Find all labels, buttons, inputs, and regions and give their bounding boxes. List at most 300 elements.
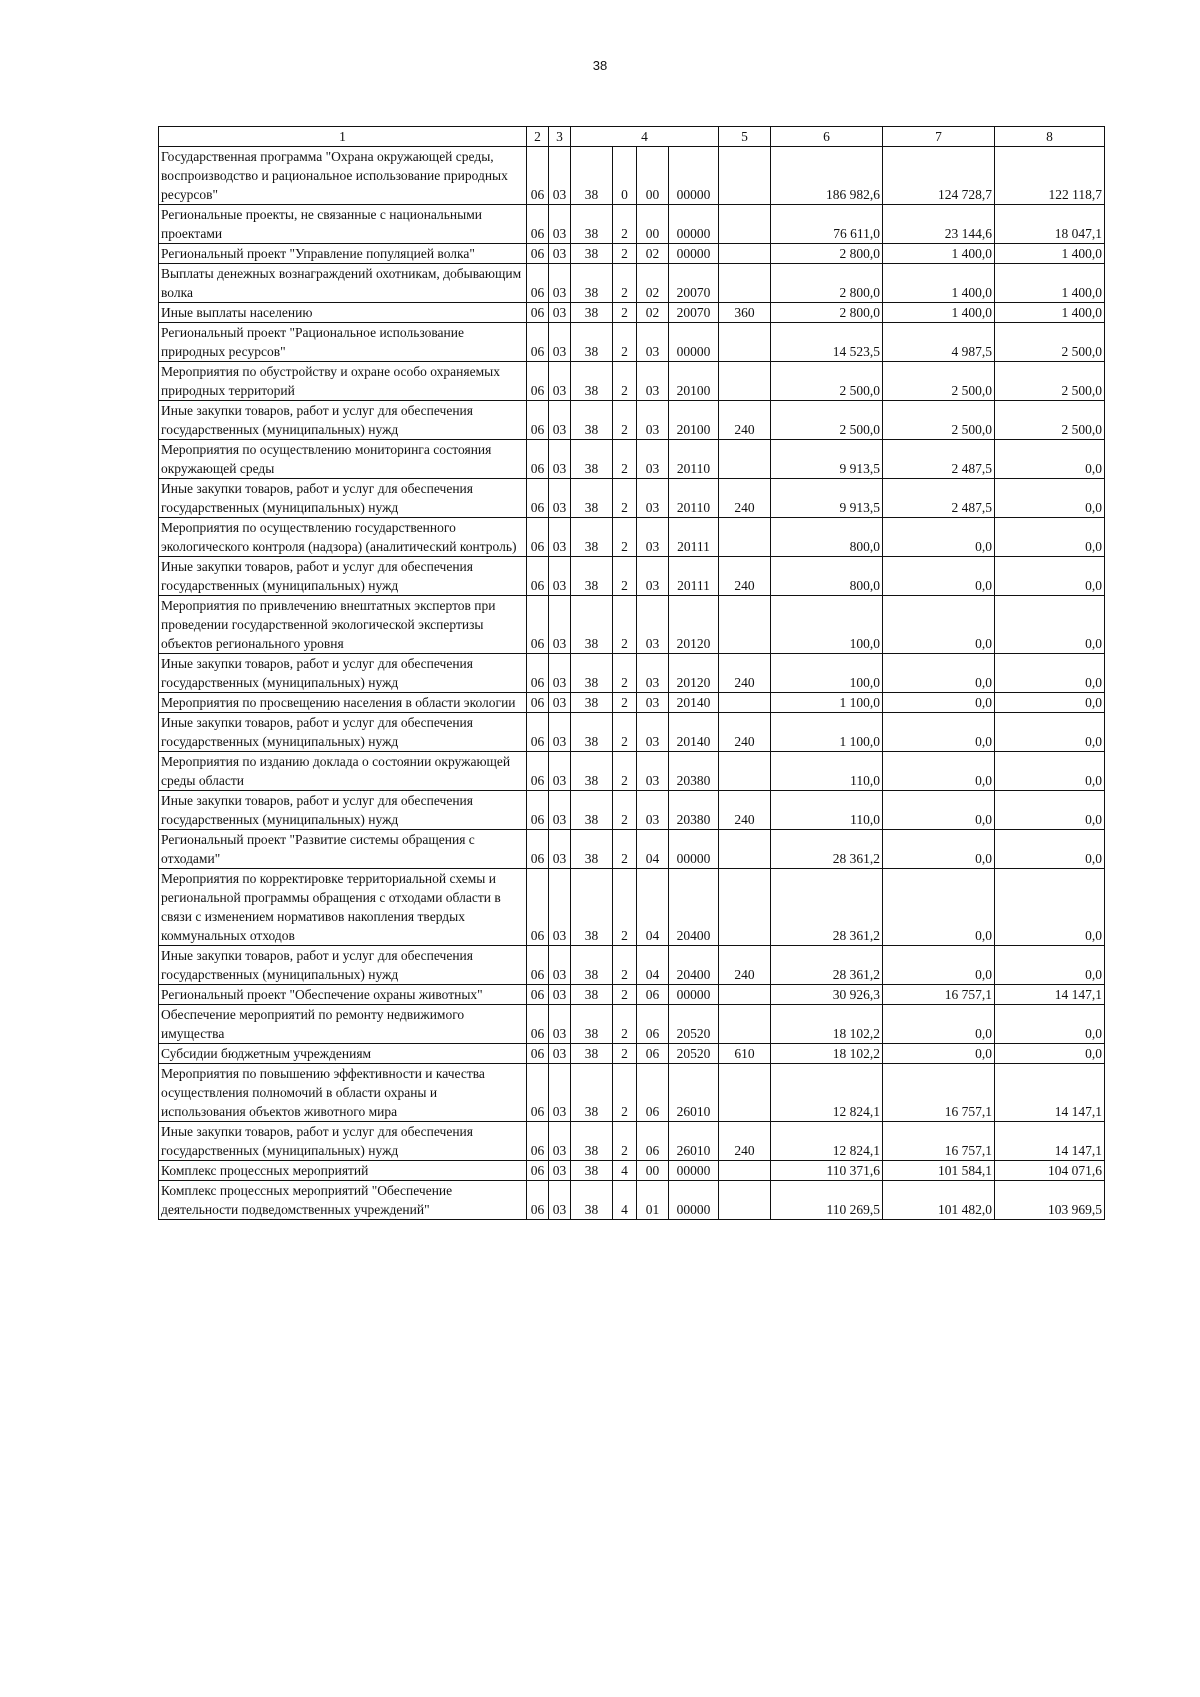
target-code-program: 38 [571, 1005, 613, 1044]
subsection-code: 03 [549, 1005, 571, 1044]
row-name: Мероприятия по изданию доклада о состоянии окружающей среды области [159, 752, 527, 791]
target-code-type: 2 [613, 693, 637, 713]
section-code: 06 [527, 323, 549, 362]
subsection-code: 03 [549, 264, 571, 303]
target-code-program: 38 [571, 596, 613, 654]
table-row [159, 303, 1105, 323]
table-row [159, 518, 1105, 557]
amount-year-1: 110 269,5 [771, 1181, 883, 1220]
amount-year-3: 0,0 [995, 693, 1105, 713]
target-code-direction: 20400 [669, 869, 719, 946]
target-code-direction: 20120 [669, 596, 719, 654]
amount-year-3: 18 047,1 [995, 205, 1105, 244]
target-code-type: 2 [613, 401, 637, 440]
target-code-direction: 00000 [669, 985, 719, 1005]
target-code-program: 38 [571, 479, 613, 518]
table-row [159, 985, 1105, 1005]
amount-year-2: 16 757,1 [883, 1122, 995, 1161]
table-row [159, 1005, 1105, 1044]
amount-year-1: 110,0 [771, 752, 883, 791]
target-code-subprogram: 02 [637, 264, 669, 303]
expense-type-code: 240 [719, 946, 771, 985]
target-code-type: 2 [613, 518, 637, 557]
target-code-subprogram: 03 [637, 713, 669, 752]
row-name: Мероприятия по обустройству и охране особо охраняемых природных территорий [159, 362, 527, 401]
expense-type-code: 610 [719, 1044, 771, 1064]
header-cell: 2 [527, 127, 549, 147]
subsection-code: 03 [549, 1181, 571, 1220]
target-code-type: 2 [613, 713, 637, 752]
section-code: 06 [527, 713, 549, 752]
amount-year-3: 0,0 [995, 1005, 1105, 1044]
amount-year-2: 0,0 [883, 1044, 995, 1064]
table-body [159, 147, 1105, 1220]
subsection-code: 03 [549, 303, 571, 323]
section-code: 06 [527, 693, 549, 713]
amount-year-2: 0,0 [883, 830, 995, 869]
target-code-program: 38 [571, 557, 613, 596]
amount-year-3: 2 500,0 [995, 401, 1105, 440]
subsection-code: 03 [549, 1064, 571, 1122]
target-code-subprogram: 02 [637, 244, 669, 264]
target-code-program: 38 [571, 713, 613, 752]
amount-year-2: 124 728,7 [883, 147, 995, 205]
row-name: Иные закупки товаров, работ и услуг для обеспечения государственных (муниципальных) нужд [159, 401, 527, 440]
amount-year-2: 2 487,5 [883, 479, 995, 518]
amount-year-3: 0,0 [995, 946, 1105, 985]
amount-year-2: 2 500,0 [883, 401, 995, 440]
amount-year-3: 1 400,0 [995, 303, 1105, 323]
target-code-type: 4 [613, 1181, 637, 1220]
amount-year-3: 0,0 [995, 752, 1105, 791]
amount-year-1: 100,0 [771, 596, 883, 654]
target-code-type: 2 [613, 557, 637, 596]
amount-year-1: 14 523,5 [771, 323, 883, 362]
target-code-program: 38 [571, 518, 613, 557]
expense-type-code [719, 323, 771, 362]
target-code-type: 2 [613, 303, 637, 323]
table-row [159, 205, 1105, 244]
subsection-code: 03 [549, 654, 571, 693]
amount-year-2: 2 487,5 [883, 440, 995, 479]
amount-year-1: 2 500,0 [771, 401, 883, 440]
target-code-program: 38 [571, 323, 613, 362]
amount-year-1: 18 102,2 [771, 1005, 883, 1044]
target-code-direction: 20110 [669, 440, 719, 479]
amount-year-1: 2 800,0 [771, 303, 883, 323]
subsection-code: 03 [549, 557, 571, 596]
row-name: Иные закупки товаров, работ и услуг для обеспечения государственных (муниципальных) нужд [159, 791, 527, 830]
row-name: Мероприятия по корректировке территориальной схемы и региональной программы обращения с отходами области в связи с изменением нормативов накопления твердых коммунальных отходов [159, 869, 527, 946]
subsection-code: 03 [549, 1122, 571, 1161]
amount-year-3: 0,0 [995, 1044, 1105, 1064]
table-row [159, 362, 1105, 401]
target-code-type: 2 [613, 1005, 637, 1044]
target-code-type: 2 [613, 323, 637, 362]
target-code-direction: 00000 [669, 323, 719, 362]
row-name: Мероприятия по осуществлению государственного экологического контроля (надзора) (аналитический контроль) [159, 518, 527, 557]
amount-year-3: 104 071,6 [995, 1161, 1105, 1181]
target-code-subprogram: 03 [637, 401, 669, 440]
target-code-program: 38 [571, 654, 613, 693]
amount-year-1: 110 371,6 [771, 1161, 883, 1181]
row-name: Иные выплаты населению [159, 303, 527, 323]
table-row [159, 752, 1105, 791]
amount-year-2: 0,0 [883, 869, 995, 946]
target-code-program: 38 [571, 147, 613, 205]
row-name: Мероприятия по привлечению внештатных экспертов при проведении государственной экологической экспертизы объектов регионального уровня [159, 596, 527, 654]
section-code: 06 [527, 830, 549, 869]
amount-year-3: 0,0 [995, 596, 1105, 654]
section-code: 06 [527, 479, 549, 518]
amount-year-3: 0,0 [995, 713, 1105, 752]
amount-year-3: 2 500,0 [995, 362, 1105, 401]
target-code-program: 38 [571, 752, 613, 791]
amount-year-2: 1 400,0 [883, 264, 995, 303]
expense-type-code: 240 [719, 1122, 771, 1161]
section-code: 06 [527, 654, 549, 693]
amount-year-3: 0,0 [995, 557, 1105, 596]
target-code-subprogram: 03 [637, 791, 669, 830]
target-code-direction: 20100 [669, 401, 719, 440]
target-code-program: 38 [571, 1044, 613, 1064]
section-code: 06 [527, 1161, 549, 1181]
expense-type-code [719, 830, 771, 869]
expense-type-code [719, 147, 771, 205]
table-row [159, 1122, 1105, 1161]
table-row [159, 654, 1105, 693]
amount-year-2: 23 144,6 [883, 205, 995, 244]
target-code-subprogram: 04 [637, 946, 669, 985]
table-row [159, 1181, 1105, 1220]
amount-year-2: 0,0 [883, 654, 995, 693]
amount-year-2: 2 500,0 [883, 362, 995, 401]
target-code-subprogram: 03 [637, 440, 669, 479]
amount-year-2: 1 400,0 [883, 303, 995, 323]
target-code-direction: 20520 [669, 1044, 719, 1064]
table-row [159, 244, 1105, 264]
header-cell: 1 [159, 127, 527, 147]
row-name: Региональный проект "Управление популяцией волка" [159, 244, 527, 264]
amount-year-3: 122 118,7 [995, 147, 1105, 205]
amount-year-1: 100,0 [771, 654, 883, 693]
target-code-subprogram: 00 [637, 205, 669, 244]
amount-year-3: 0,0 [995, 830, 1105, 869]
subsection-code: 03 [549, 323, 571, 362]
amount-year-2: 0,0 [883, 1005, 995, 1044]
amount-year-1: 1 100,0 [771, 713, 883, 752]
target-code-direction: 00000 [669, 205, 719, 244]
amount-year-3: 0,0 [995, 791, 1105, 830]
expense-type-code: 240 [719, 479, 771, 518]
expense-type-code: 240 [719, 654, 771, 693]
expense-type-code [719, 264, 771, 303]
target-code-program: 38 [571, 1181, 613, 1220]
amount-year-1: 28 361,2 [771, 830, 883, 869]
target-code-subprogram: 03 [637, 479, 669, 518]
page-number: 38 [592, 58, 608, 73]
section-code: 06 [527, 946, 549, 985]
amount-year-1: 800,0 [771, 518, 883, 557]
section-code: 06 [527, 147, 549, 205]
expense-type-code [719, 440, 771, 479]
target-code-type: 2 [613, 830, 637, 869]
target-code-type: 2 [613, 985, 637, 1005]
subsection-code: 03 [549, 752, 571, 791]
target-code-type: 2 [613, 654, 637, 693]
section-code: 06 [527, 244, 549, 264]
target-code-type: 2 [613, 1122, 637, 1161]
section-code: 06 [527, 869, 549, 946]
expense-type-code [719, 1181, 771, 1220]
expense-type-code: 240 [719, 713, 771, 752]
expense-type-code: 240 [719, 791, 771, 830]
expense-type-code [719, 205, 771, 244]
amount-year-1: 9 913,5 [771, 440, 883, 479]
subsection-code: 03 [549, 869, 571, 946]
subsection-code: 03 [549, 830, 571, 869]
section-code: 06 [527, 1044, 549, 1064]
row-name: Иные закупки товаров, работ и услуг для обеспечения государственных (муниципальных) нужд [159, 479, 527, 518]
expense-type-code: 240 [719, 557, 771, 596]
target-code-subprogram: 02 [637, 303, 669, 323]
amount-year-1: 28 361,2 [771, 946, 883, 985]
amount-year-2: 16 757,1 [883, 985, 995, 1005]
target-code-subprogram: 03 [637, 557, 669, 596]
header-cell: 7 [883, 127, 995, 147]
expense-type-code [719, 869, 771, 946]
target-code-program: 38 [571, 1122, 613, 1161]
target-code-type: 2 [613, 869, 637, 946]
target-code-type: 2 [613, 596, 637, 654]
amount-year-2: 0,0 [883, 518, 995, 557]
target-code-program: 38 [571, 205, 613, 244]
target-code-direction: 20070 [669, 264, 719, 303]
target-code-program: 38 [571, 440, 613, 479]
target-code-program: 38 [571, 264, 613, 303]
amount-year-1: 110,0 [771, 791, 883, 830]
amount-year-3: 1 400,0 [995, 264, 1105, 303]
target-code-direction: 26010 [669, 1122, 719, 1161]
amount-year-2: 0,0 [883, 557, 995, 596]
row-name: Иные закупки товаров, работ и услуг для обеспечения государственных (муниципальных) нужд [159, 713, 527, 752]
target-code-subprogram: 04 [637, 869, 669, 946]
section-code: 06 [527, 401, 549, 440]
subsection-code: 03 [549, 985, 571, 1005]
row-name: Иные закупки товаров, работ и услуг для обеспечения государственных (муниципальных) нужд [159, 1122, 527, 1161]
amount-year-2: 101 482,0 [883, 1181, 995, 1220]
section-code: 06 [527, 596, 549, 654]
row-name: Региональные проекты, не связанные с национальными проектами [159, 205, 527, 244]
target-code-subprogram: 00 [637, 147, 669, 205]
subsection-code: 03 [549, 946, 571, 985]
amount-year-3: 2 500,0 [995, 323, 1105, 362]
amount-year-3: 0,0 [995, 518, 1105, 557]
amount-year-2: 0,0 [883, 752, 995, 791]
expense-type-code [719, 1161, 771, 1181]
amount-year-3: 103 969,5 [995, 1181, 1105, 1220]
target-code-type: 4 [613, 1161, 637, 1181]
target-code-direction: 20400 [669, 946, 719, 985]
target-code-program: 38 [571, 303, 613, 323]
amount-year-3: 0,0 [995, 440, 1105, 479]
subsection-code: 03 [549, 440, 571, 479]
subsection-code: 03 [549, 791, 571, 830]
subsection-code: 03 [549, 518, 571, 557]
row-name: Мероприятия по осуществлению мониторинга состояния окружающей среды [159, 440, 527, 479]
row-name: Иные закупки товаров, работ и услуг для обеспечения государственных (муниципальных) нужд [159, 557, 527, 596]
expense-type-code: 240 [719, 401, 771, 440]
row-name: Иные закупки товаров, работ и услуг для обеспечения государственных (муниципальных) нужд [159, 946, 527, 985]
section-code: 06 [527, 791, 549, 830]
target-code-type: 2 [613, 946, 637, 985]
subsection-code: 03 [549, 205, 571, 244]
target-code-direction: 00000 [669, 244, 719, 264]
target-code-type: 2 [613, 205, 637, 244]
table-row [159, 1064, 1105, 1122]
amount-year-1: 76 611,0 [771, 205, 883, 244]
table-row [159, 713, 1105, 752]
section-code: 06 [527, 205, 549, 244]
target-code-type: 0 [613, 147, 637, 205]
header-row [159, 127, 1105, 147]
row-name: Иные закупки товаров, работ и услуг для обеспечения государственных (муниципальных) нужд [159, 654, 527, 693]
amount-year-2: 0,0 [883, 596, 995, 654]
table-row [159, 264, 1105, 303]
target-code-program: 38 [571, 1161, 613, 1181]
section-code: 06 [527, 303, 549, 323]
row-name: Региональный проект "Обеспечение охраны животных" [159, 985, 527, 1005]
subsection-code: 03 [549, 362, 571, 401]
table-row [159, 1161, 1105, 1181]
amount-year-3: 14 147,1 [995, 1122, 1105, 1161]
amount-year-1: 800,0 [771, 557, 883, 596]
target-code-direction: 20120 [669, 654, 719, 693]
section-code: 06 [527, 264, 549, 303]
target-code-program: 38 [571, 869, 613, 946]
amount-year-1: 12 824,1 [771, 1122, 883, 1161]
table-row [159, 557, 1105, 596]
row-name: Мероприятия по повышению эффективности и качества осуществления полномочий в области охраны и использования объектов животного мира [159, 1064, 527, 1122]
amount-year-1: 186 982,6 [771, 147, 883, 205]
expense-type-code: 360 [719, 303, 771, 323]
section-code: 06 [527, 557, 549, 596]
row-name: Выплаты денежных вознаграждений охотникам, добывающим волка [159, 264, 527, 303]
amount-year-2: 16 757,1 [883, 1064, 995, 1122]
amount-year-3: 14 147,1 [995, 985, 1105, 1005]
table-row [159, 791, 1105, 830]
section-code: 06 [527, 1064, 549, 1122]
target-code-subprogram: 00 [637, 1161, 669, 1181]
target-code-subprogram: 03 [637, 752, 669, 791]
target-code-program: 38 [571, 985, 613, 1005]
section-code: 06 [527, 440, 549, 479]
target-code-program: 38 [571, 946, 613, 985]
target-code-program: 38 [571, 401, 613, 440]
amount-year-1: 2 800,0 [771, 244, 883, 264]
target-code-type: 2 [613, 244, 637, 264]
amount-year-1: 9 913,5 [771, 479, 883, 518]
amount-year-2: 101 584,1 [883, 1161, 995, 1181]
header-cell: 8 [995, 127, 1105, 147]
row-name: Мероприятия по просвещению населения в области экологии [159, 693, 527, 713]
target-code-program: 38 [571, 362, 613, 401]
target-code-subprogram: 04 [637, 830, 669, 869]
table-row [159, 440, 1105, 479]
target-code-subprogram: 01 [637, 1181, 669, 1220]
target-code-type: 2 [613, 1044, 637, 1064]
target-code-program: 38 [571, 244, 613, 264]
target-code-subprogram: 06 [637, 1044, 669, 1064]
table-row [159, 323, 1105, 362]
target-code-type: 2 [613, 752, 637, 791]
subsection-code: 03 [549, 713, 571, 752]
target-code-direction: 20070 [669, 303, 719, 323]
target-code-subprogram: 06 [637, 985, 669, 1005]
amount-year-1: 18 102,2 [771, 1044, 883, 1064]
amount-year-1: 2 800,0 [771, 264, 883, 303]
subsection-code: 03 [549, 1044, 571, 1064]
target-code-direction: 20140 [669, 713, 719, 752]
target-code-subprogram: 06 [637, 1005, 669, 1044]
target-code-type: 2 [613, 362, 637, 401]
amount-year-2: 0,0 [883, 946, 995, 985]
target-code-type: 2 [613, 264, 637, 303]
target-code-subprogram: 03 [637, 362, 669, 401]
amount-year-3: 14 147,1 [995, 1064, 1105, 1122]
target-code-direction: 00000 [669, 1181, 719, 1220]
target-code-type: 2 [613, 440, 637, 479]
expense-type-code [719, 752, 771, 791]
target-code-direction: 26010 [669, 1064, 719, 1122]
row-name: Комплекс процессных мероприятий [159, 1161, 527, 1181]
target-code-program: 38 [571, 830, 613, 869]
subsection-code: 03 [549, 244, 571, 264]
header-cell: 4 [571, 127, 719, 147]
target-code-direction: 20380 [669, 752, 719, 791]
amount-year-1: 28 361,2 [771, 869, 883, 946]
target-code-subprogram: 03 [637, 518, 669, 557]
row-name: Обеспечение мероприятий по ремонту недвижимого имущества [159, 1005, 527, 1044]
target-code-direction: 20110 [669, 479, 719, 518]
budget-table [158, 126, 1105, 1220]
target-code-subprogram: 06 [637, 1122, 669, 1161]
table-row [159, 869, 1105, 946]
target-code-direction: 20380 [669, 791, 719, 830]
section-code: 06 [527, 752, 549, 791]
amount-year-1: 30 926,3 [771, 985, 883, 1005]
target-code-program: 38 [571, 1064, 613, 1122]
target-code-subprogram: 03 [637, 654, 669, 693]
amount-year-1: 1 100,0 [771, 693, 883, 713]
amount-year-2: 0,0 [883, 791, 995, 830]
row-name: Государственная программа "Охрана окружающей среды, воспроизводство и рациональное использование природных ресурсов" [159, 147, 527, 205]
table-row [159, 401, 1105, 440]
target-code-direction: 00000 [669, 1161, 719, 1181]
header-cell: 6 [771, 127, 883, 147]
subsection-code: 03 [549, 1161, 571, 1181]
target-code-type: 2 [613, 479, 637, 518]
subsection-code: 03 [549, 596, 571, 654]
amount-year-1: 2 500,0 [771, 362, 883, 401]
subsection-code: 03 [549, 693, 571, 713]
amount-year-2: 4 987,5 [883, 323, 995, 362]
subsection-code: 03 [549, 479, 571, 518]
table-row [159, 479, 1105, 518]
section-code: 06 [527, 1122, 549, 1161]
table-row [159, 693, 1105, 713]
amount-year-1: 12 824,1 [771, 1064, 883, 1122]
